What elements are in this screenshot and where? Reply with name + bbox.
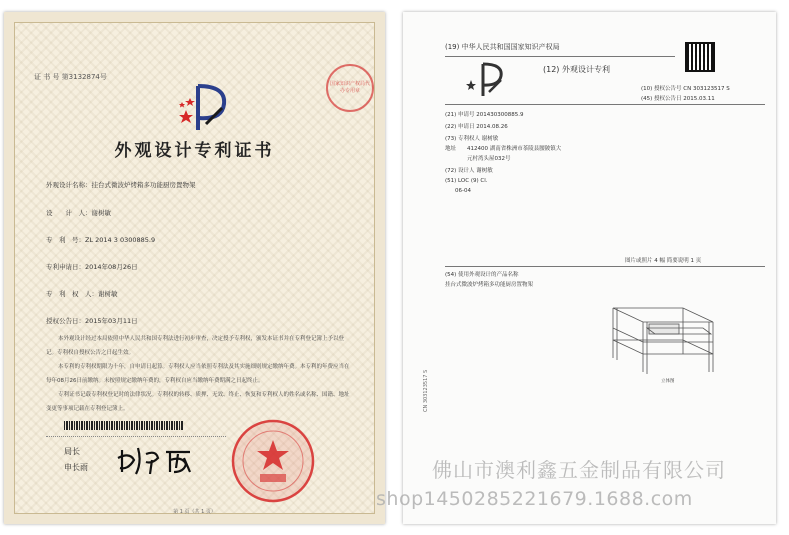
certificate-paragraph-2: 本专利的专利权期限为十年，自申请日起算。专利权人应当依照专利法及其实施细则规定缴纳年费。本专利的年费应当在每年08月26日前缴纳。未按照规定缴纳年费的，专利权自应当缴纳年费期满之日起终止。 xyxy=(46,364,350,384)
section-rule xyxy=(445,104,765,105)
application-date: (22) 申请日 2014.08.26 xyxy=(445,124,508,130)
shop-watermark-name: 佛山市澳利鑫五金制品有限公司 xyxy=(432,458,726,482)
barcode xyxy=(64,421,184,430)
loc-value: 06-04 xyxy=(455,188,471,194)
application-number: (21) 申请号 201430300885.9 xyxy=(445,112,524,118)
patent-owner: (73) 专利权人 谢树敏 xyxy=(445,136,499,142)
patent-certificate xyxy=(4,12,385,524)
page-footer: 第 1 页（共 1 页） xyxy=(173,509,216,515)
figure-note: 图片或照片 4 幅 简要说明 1 页 xyxy=(625,258,702,264)
director-signature xyxy=(116,442,196,478)
designer-entry: (72) 设计人 谢树敏 xyxy=(445,168,493,174)
grant-date-field: 授权公告日：2015年03月11日 xyxy=(46,317,138,325)
product-rule xyxy=(445,266,765,267)
certificate-number: 证 书 号 第3132874号 xyxy=(34,73,107,81)
qr-code xyxy=(685,42,715,72)
design-name-field: 外观设计名称：挂台式微波炉烤箱多功能厨房置物架 xyxy=(46,181,196,189)
address-line-2: 元村湾头屋032号 xyxy=(467,156,511,162)
address-line-1: 412400 湖南省株洲市茶陵县腰陂镇大 xyxy=(467,146,562,152)
document-type: (12) 外观设计专利 xyxy=(543,65,610,74)
patent-number-field: 专 利 号：ZL 2014 3 0300885.9 xyxy=(46,236,156,244)
view-caption: 立体图 xyxy=(661,379,675,384)
filing-date-field: 专利申请日：2014年08月26日 xyxy=(46,263,138,271)
certificate-paragraph-3: 专利证书记载专利权登记时的法律状况。专利权的转移、质押、无效、终止、恢复和专利权人的姓名或名称、国籍、地址变更等事项记载在专利登记簿上。 xyxy=(46,392,350,412)
certificate-paragraph-1: 本外观设计经过本局依照中华人民共和国专利法进行初步审查，决定授予专利权，颁发本证书并在专利登记簿上予以登记。专利权自授权公告之日起生效。 xyxy=(46,336,345,356)
agency-stamp-text: 国家知识产权局代办专用章 xyxy=(329,81,370,94)
gazette-logo xyxy=(461,62,507,98)
shop-watermark-url: shop1450285221679.1688.com xyxy=(376,488,693,510)
certificate-title: 外观设计专利证书 xyxy=(114,141,275,161)
patentee-field: 专 利 权 人：谢树敏 xyxy=(46,290,118,298)
header-rule xyxy=(445,56,675,57)
product-label: (54) 使用外观设计的产品名称 xyxy=(445,272,519,278)
address-label: 地址 xyxy=(445,146,457,152)
official-seal xyxy=(230,418,316,504)
patent-gazette-page xyxy=(403,12,776,524)
product-name: 挂台式微波炉烤箱多功能厨房置物架 xyxy=(445,282,534,288)
director-name: 申长雨 xyxy=(64,463,88,472)
side-publication-code: CN 303123517 S xyxy=(423,369,429,412)
grant-publication-date: (45) 授权公告日 2015.03.11 xyxy=(641,96,715,102)
grant-publication-number: (10) 授权公告号 CN 303123517 S xyxy=(641,86,730,92)
cnipa-logo xyxy=(176,80,232,136)
director-label: 局长 xyxy=(64,447,80,456)
gazette-country: (19) 中华人民共和国国家知识产权局 xyxy=(445,43,560,51)
agency-stamp xyxy=(326,64,374,112)
shelf-perspective-drawing xyxy=(603,288,723,374)
loc-classification: (51) LOC (9) Cl. xyxy=(445,178,488,184)
designer-field: 设 计 人：谢树敏 xyxy=(46,209,111,217)
divider-line xyxy=(46,436,226,437)
